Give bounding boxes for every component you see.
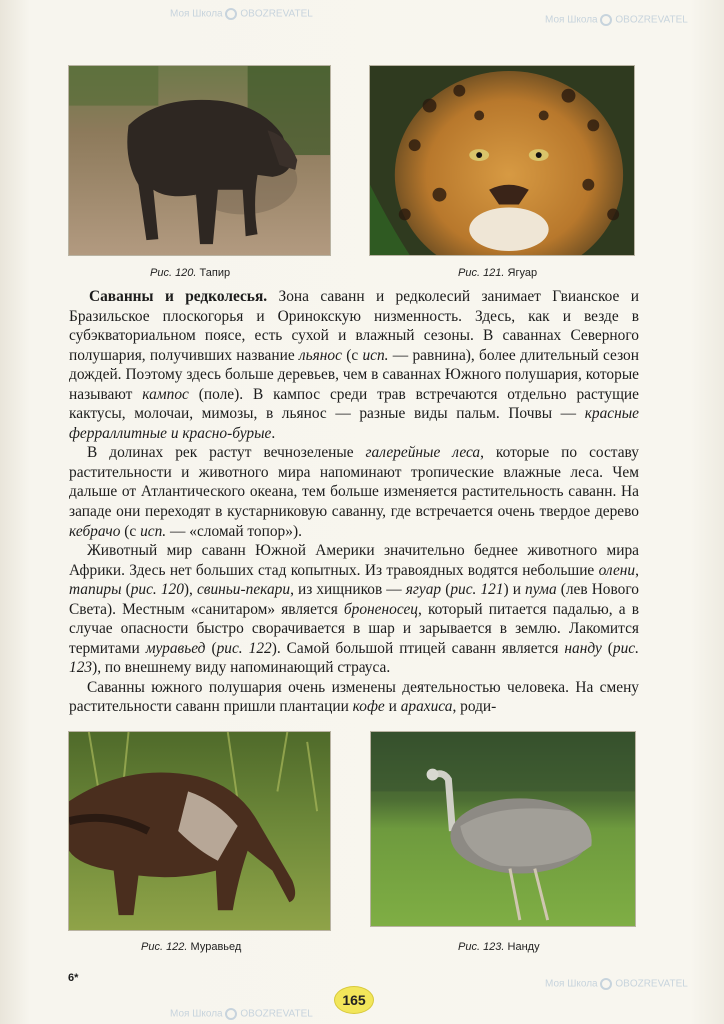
watermark-logo-icon [600,14,612,26]
fig120-caption [150,267,230,279]
main-text [69,287,639,717]
jaguar-photo [369,65,635,256]
rhea-photo [370,731,636,927]
fig121-title: Ягуар [507,267,538,279]
fig120-title: Тапир [199,267,231,279]
watermark-logo-icon [225,8,237,20]
section-heading: Саванны и редколесья. [89,288,268,305]
watermark-logo-icon [225,1008,237,1020]
fig122-caption [141,941,241,953]
fig122-title: Муравьед [190,941,242,953]
fig123-caption [458,941,540,953]
fig121-number: Рис. 121. [458,267,505,279]
paragraph-savannas: Саванны и редколесья. Зона саванн и редколесий занимает Гвианское и Бразильское плоскогорья и Оринокскую низменность. Здесь, как и везде в субэкваториальном поясе, есть сухой и влажный сезоны. В саваннах Северного полушария, получивших название льянос (с исп. — равнина), более длительный сезон дождей. Поэтому здесь больше деревьев, чем в саваннах Южного полушария, которые называют кампос (поле). В кампос среди трав встречаются отдельно растущие кактусы, молочаи, мимозы, в льянос — разные виды пальм. Почвы — красные ферраллитные и красно-бурые. [69,288,639,442]
watermark: Моя Школа OBOZREVATEL [545,978,688,990]
paragraph-gallery-forests: В долинах рек растут вечнозеленые галерейные леса, которые по составу растительности и животного мира напоминают тропические влажные леса. Чем дальше от Атлантического океана, тем больше изменяется растительность саванн. На западе они переходят в кустарниковую саванну, где встречается очень твердое дерево кебрачо (с исп. — «сломай топор»). [69,444,639,540]
page-number: 165 [334,986,374,1014]
tapir-photo [68,65,331,256]
signature-mark: 6* [68,972,79,984]
paragraph-human-impact: Саванны южного полушария очень изменены деятельностью человека. На смену растительности саванн пришли плантации кофе и арахиса, роди- [69,678,639,716]
paragraph-fauna: Животный мир саванн Южной Америки значительно беднее животного мира Африки. Здесь нет больших стад копытных. Из травоядных водятся небольшие олени, тапиры (рис. 120), свиньи-пекари, из хищников — ягуар (рис. 121) и пума (лев Нового Света). Местным «санитаром» является броненосец, который питается падалью, а в случае опасности быстро сворачивается в шар и зарывается в землю. Лакомится термитами муравьед (рис. 122). Самой большой птицей саванн является нанду (рис. 123), по внешнему виду напоминающий страуса. [69,542,639,677]
watermark: Моя Школа OBOZREVATEL [545,14,688,26]
watermark-logo-icon [600,978,612,990]
watermark: Моя Школа OBOZREVATEL [170,8,313,20]
fig121-caption [458,267,537,279]
fig122-number: Рис. 122. [141,941,188,953]
watermark: Моя Школа OBOZREVATEL [170,1008,313,1020]
anteater-photo [68,731,331,931]
fig123-title: Нанду [507,941,540,953]
fig120-number: Рис. 120. [150,267,197,279]
fig123-number: Рис. 123. [458,941,505,953]
